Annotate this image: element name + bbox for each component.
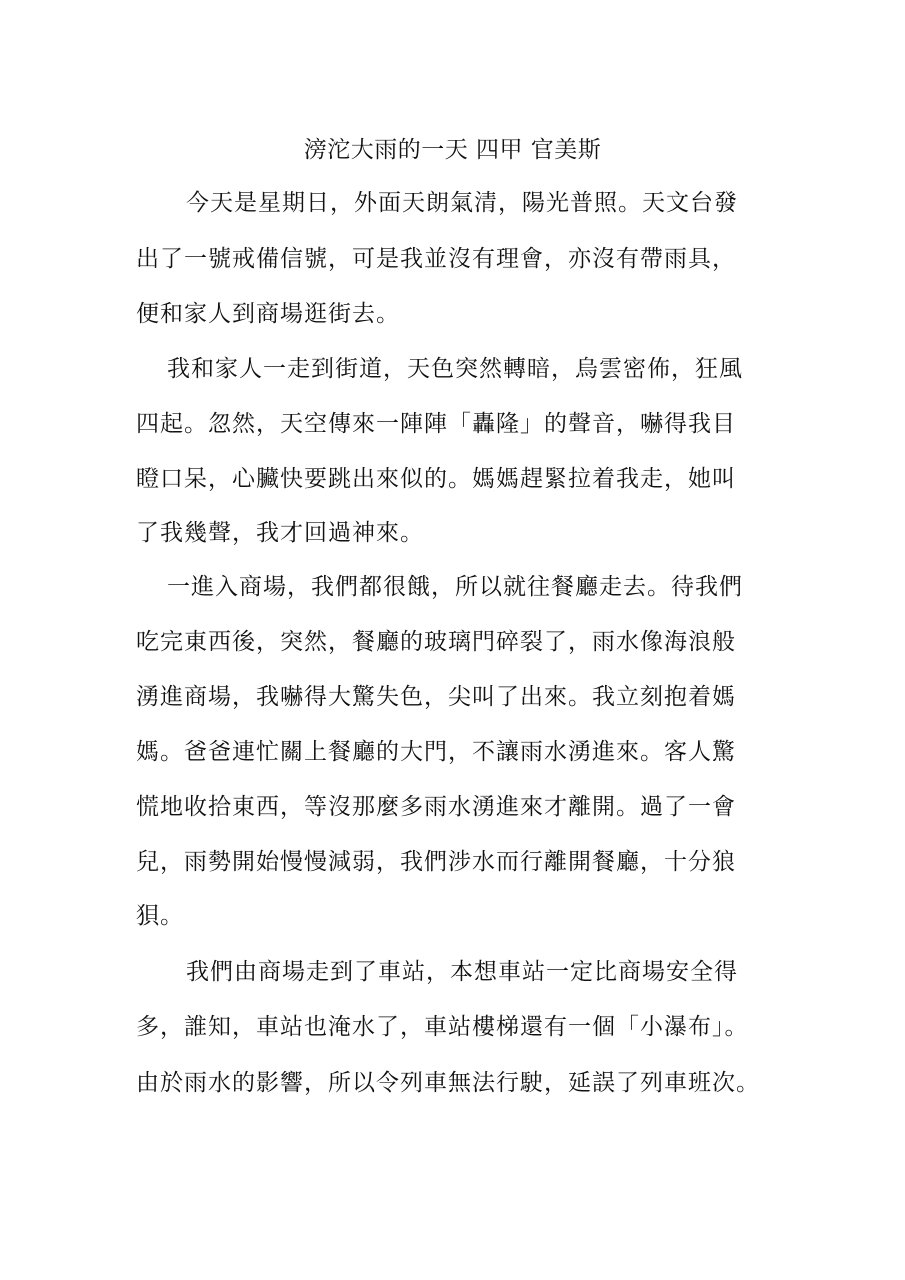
paragraph-line: 慌地收拾東西，等沒那麼多雨水湧進來才離開。過了一會	[136, 794, 736, 820]
paragraph-line: 吃完東西後，突然，餐廳的玻璃門碎裂了，雨水像海浪般	[136, 629, 736, 655]
paragraph-line: 了我幾聲，我才回過神來。	[136, 520, 424, 546]
paragraph-line: 我和家人一走到街道，天色突然轉暗，烏雲密佈，狂風	[167, 356, 743, 382]
paragraph-line: 今天是星期日，外面天朗氣清，陽光普照。天文台發	[186, 190, 738, 216]
paragraph-line: 我們由商場走到了車站，本想車站一定比商場安全得	[186, 959, 738, 985]
paragraph-line: 湧進商場，我嚇得大驚失色，尖叫了出來。我立刻抱着媽	[136, 684, 736, 710]
paragraph-line: 狽。	[136, 903, 184, 929]
paragraph-line: 多，誰知，車站也淹水了，車站樓梯還有一個「小瀑布」。	[136, 1014, 749, 1040]
paragraph-line: 便和家人到商場逛街去。	[136, 301, 400, 327]
paragraph-line: 四起。忽然，天空傳來一陣陣「轟隆」的聲音，嚇得我目	[136, 411, 736, 437]
essay-title: 滂沱大雨的一天 四甲 官美斯	[303, 137, 602, 163]
paragraph-line: 瞪口呆，心臟快要跳出來似的。媽媽趕緊拉着我走，她叫	[136, 466, 736, 492]
paragraph-line: 出了一號戒備信號，可是我並沒有理會，亦沒有帶雨具，	[136, 246, 736, 272]
paragraph-line: 兒，雨勢開始慢慢減弱，我們涉水而行離開餐廳，十分狼	[136, 849, 736, 875]
paragraph-line: 一進入商場，我們都很餓，所以就往餐廳走去。待我們	[167, 574, 743, 600]
paragraph-line: 由於雨水的影響，所以令列車無法行駛，延誤了列車班次。	[136, 1070, 760, 1096]
paragraph-line: 媽。爸爸連忙關上餐廳的大門，不讓雨水湧進來。客人驚	[136, 739, 736, 765]
